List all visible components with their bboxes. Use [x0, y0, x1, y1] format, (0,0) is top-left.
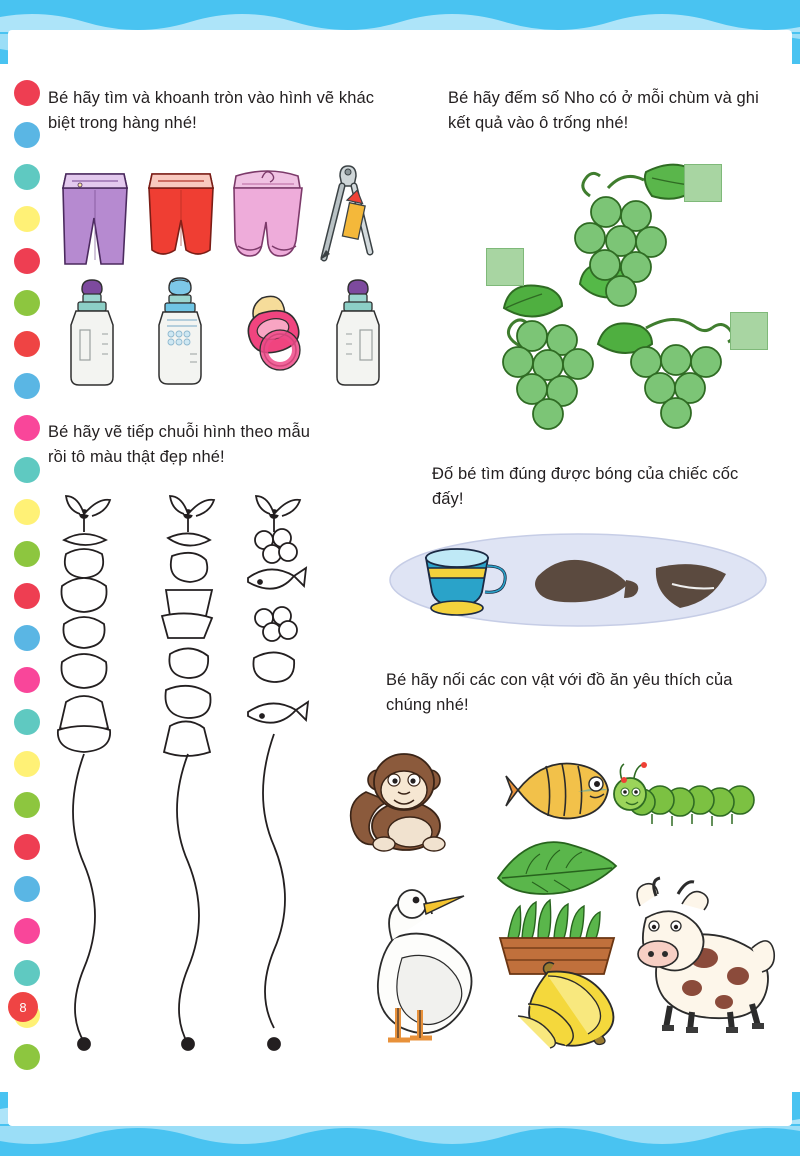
- exercise-2-grapes: [440, 150, 780, 430]
- fish-shape: [248, 702, 308, 723]
- shorts-red-art: [149, 174, 213, 254]
- exercise-4-prompt: Đố bé tìm đúng được bóng của chiếc cốc đấy!: [432, 465, 739, 508]
- jeans-purple-art: [63, 174, 127, 264]
- exercise-4-shadow-scene: [388, 524, 768, 634]
- exercise-3-prompt-line-1: Bé hãy vẽ tiếp chuỗi hình theo mẫu: [48, 423, 311, 441]
- grape-answer-box-3[interactable]: [730, 312, 768, 350]
- pattern-string-2: [162, 496, 214, 1050]
- exercise-2-prompt: Bé hãy đếm số Nho có ở mỗi chùm và ghi kết quả vào ô trống nhé!: [448, 89, 759, 132]
- animal-caterpillar: [608, 760, 768, 836]
- grape-answer-box-2[interactable]: [486, 248, 524, 286]
- grape-bunch-3: [631, 345, 721, 428]
- baby-bottle-1-art: [71, 280, 113, 385]
- pattern-string-3: [248, 496, 308, 1050]
- exercise-3-prompt-line-2: rồi tô màu thật đẹp nhé!: [48, 447, 225, 466]
- food-bananas: [504, 958, 634, 1048]
- grape-answer-box-1[interactable]: [684, 164, 722, 202]
- animal-monkey: [344, 740, 474, 860]
- cow-head: [637, 878, 708, 971]
- baby-bottle-2-art: [159, 278, 201, 384]
- baby-bottle-3-art: [337, 280, 379, 385]
- flower-shape: [255, 607, 297, 641]
- exercise-5-prompt: Bé hãy nối các con vật với đồ ăn yêu thích của chúng nhé!: [386, 671, 733, 714]
- pants-pink-art: [234, 171, 302, 256]
- animal-cow: [620, 872, 780, 1032]
- grape-bunch-2: [503, 321, 593, 429]
- compass-divider-art: [320, 166, 370, 260]
- food-green-leaf: [492, 836, 622, 900]
- exercise-3-prompt: [48, 420, 378, 470]
- fish-shape: [248, 568, 306, 589]
- animal-stork: [340, 880, 480, 1050]
- grape-leaf: [504, 286, 562, 317]
- pacifier-pink-art: [248, 296, 300, 370]
- exercise-1-row-2: [50, 274, 400, 390]
- pattern-string-1: [58, 496, 110, 1050]
- exercise-1-prompt: Bé hãy tìm và khoanh tròn vào hình vẽ khác biệt trong hàng nhé!: [48, 89, 375, 132]
- animal-fish: [504, 752, 616, 830]
- page-number: 8: [8, 992, 38, 1022]
- flower-shape: [255, 529, 297, 563]
- exercise-1-row-1: [50, 160, 400, 270]
